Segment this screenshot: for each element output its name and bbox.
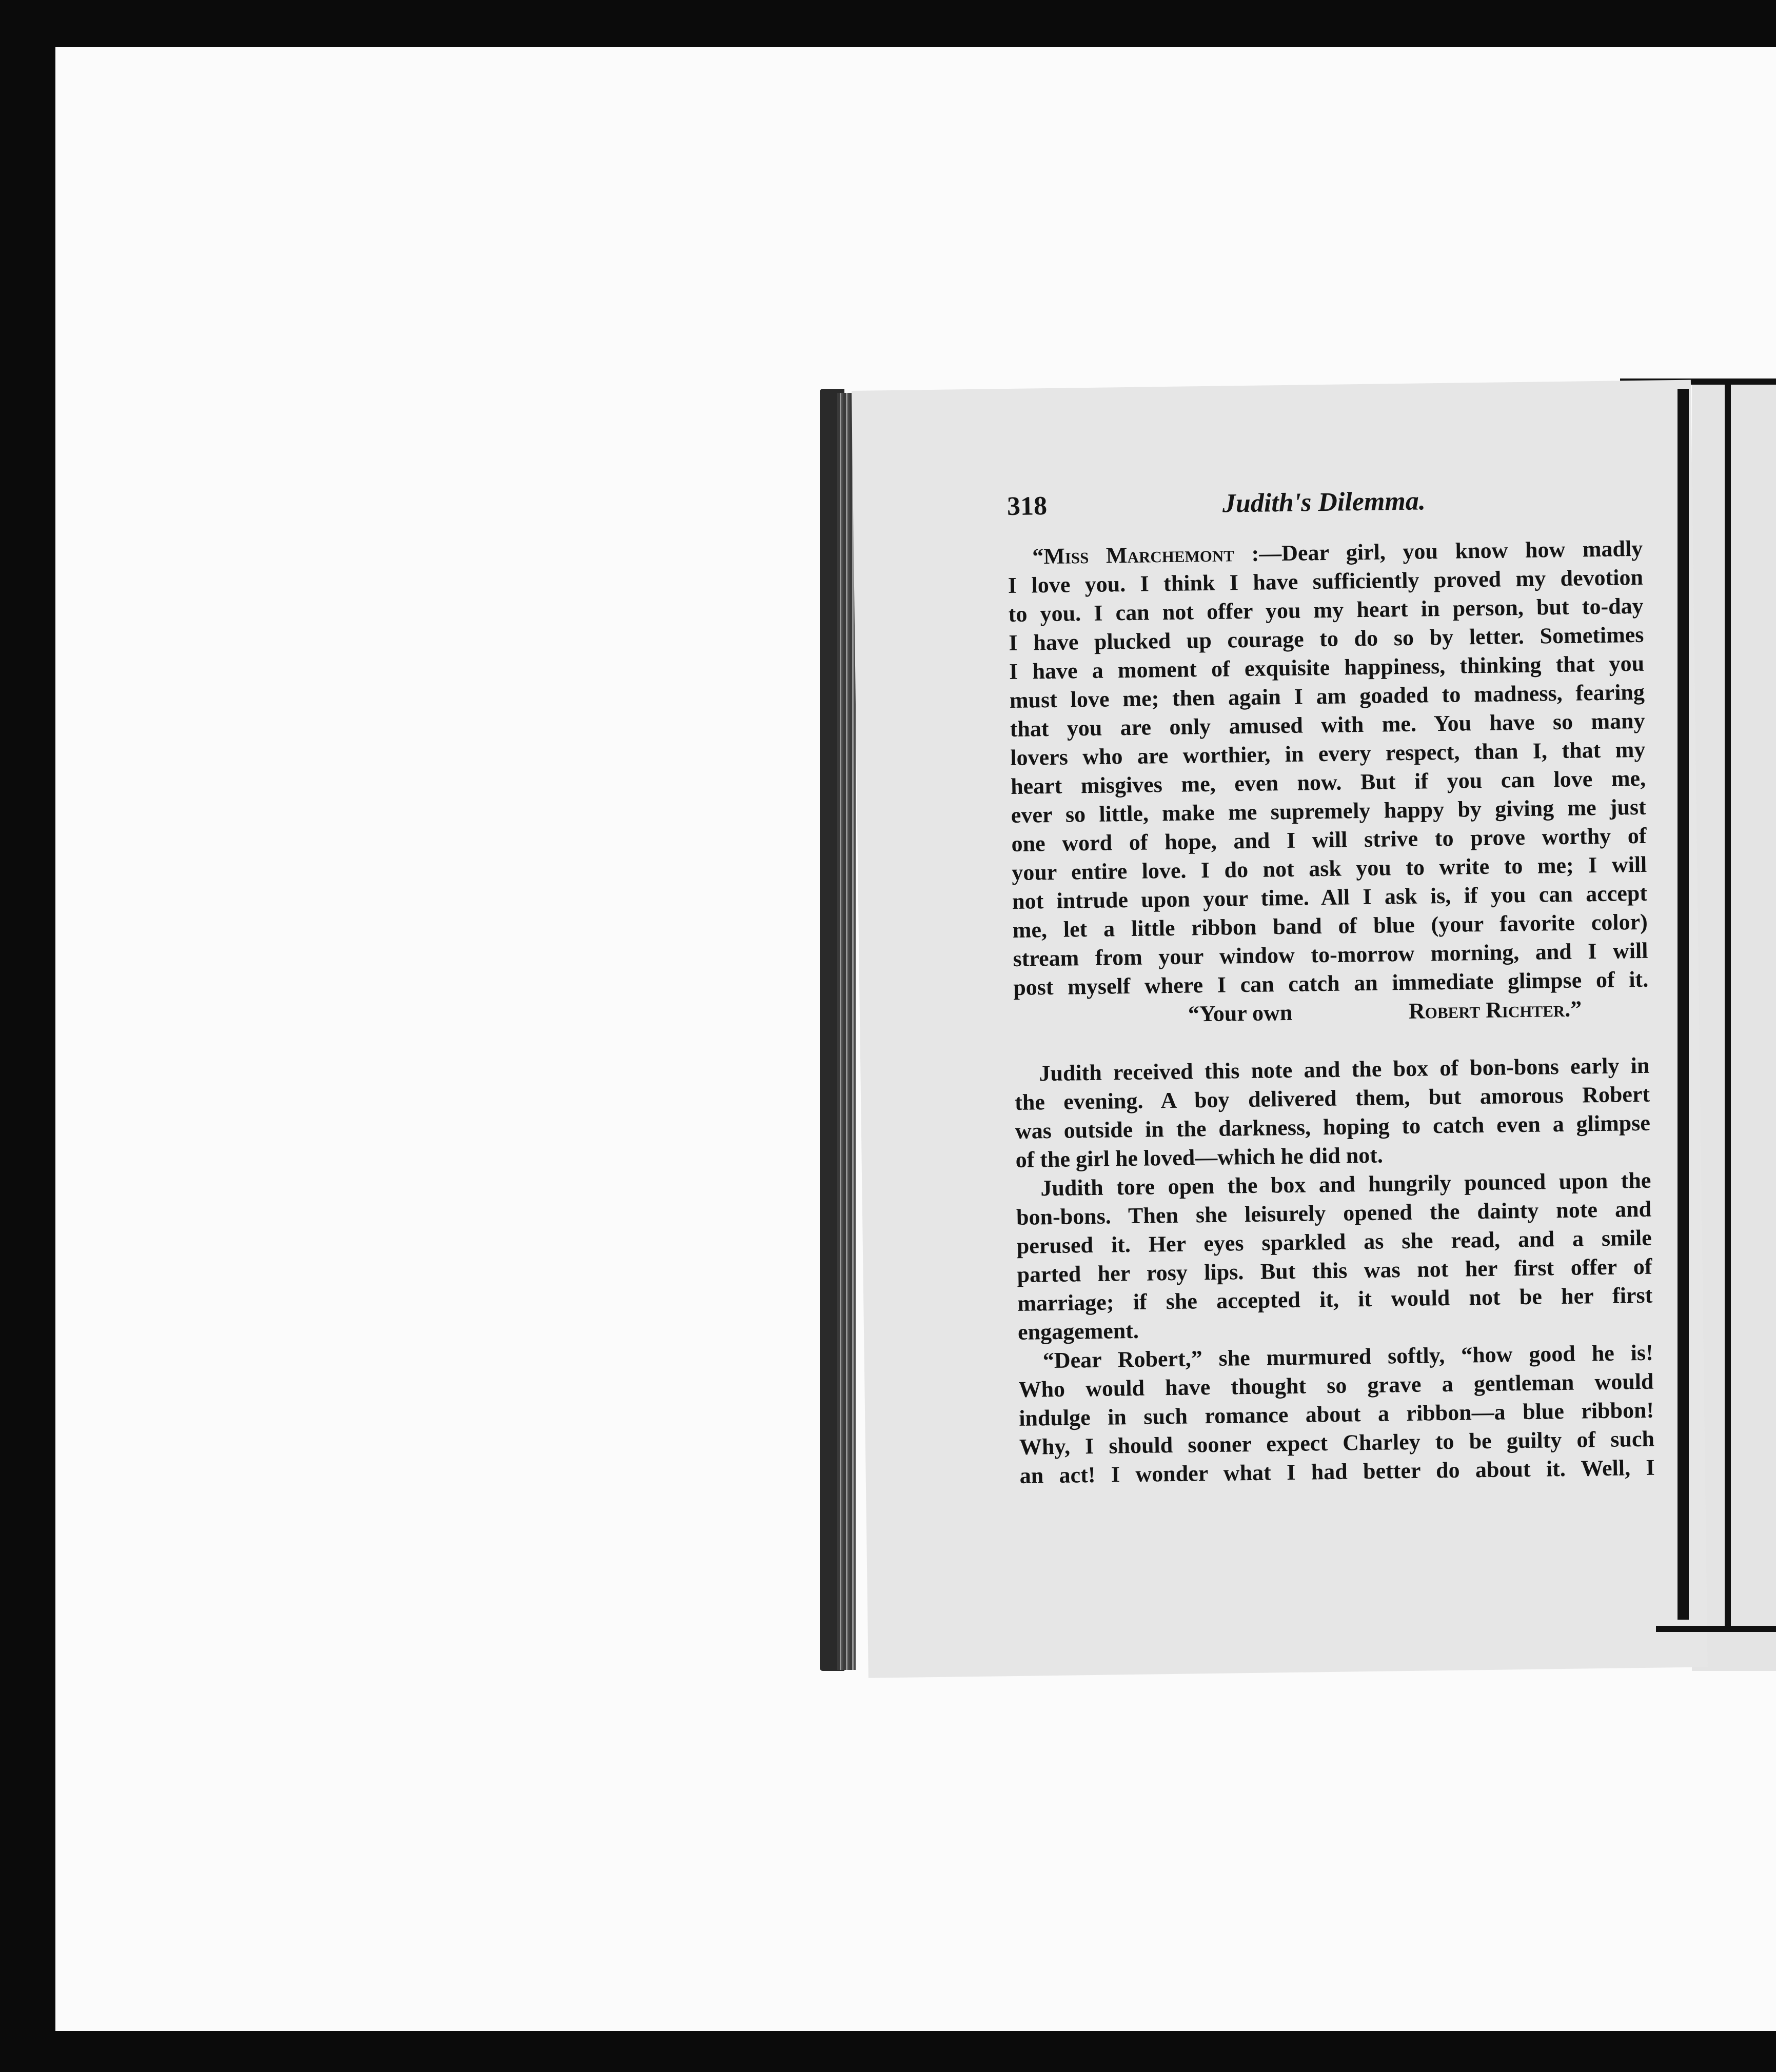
paragraph-line: Why, I should sooner expect Charley to be guilty of such: [1019, 1426, 1655, 1460]
letter-signature-name: Robert Richter.”: [1408, 996, 1582, 1024]
letter-line: one word of hope, and I will strive to prove worthy of: [1011, 823, 1647, 856]
page-edges: [837, 393, 856, 1670]
letter-line: heart misgives me, even now. But if you can love me,: [1010, 765, 1646, 800]
letter-line: that you are only amused with me. You have so many: [1010, 708, 1645, 742]
letter-line: stream from your window to-morrow morning, and I will: [1013, 938, 1648, 971]
cover-bottom-edge: [1656, 1626, 1776, 1632]
paragraph-line: parted her rosy lips. But this was not her first offer of: [1017, 1253, 1652, 1287]
letter-line: not intrude upon your time. All I ask is, if you can accept: [1012, 880, 1648, 914]
paragraph-line: perused it. Her eyes sparkled as she read, and a smile: [1016, 1225, 1652, 1259]
paragraph-last-line: of the girl he loved—which he did not.: [1015, 1142, 1384, 1172]
page-number: 318: [1007, 491, 1048, 522]
letter-line: your entire love. I do not ask you to write to me; I will: [1012, 851, 1647, 885]
paragraph-line: Judith tore open the box and hungrily pounced upon the: [1040, 1167, 1651, 1201]
paragraph-line: an act! I wonder what I had better do about it. Well, I: [1019, 1455, 1655, 1488]
book-page: [852, 380, 1708, 1678]
running-head: [1007, 483, 1649, 532]
paragraph-line: Who would have thought so grave a gentleman would: [1018, 1368, 1654, 1402]
letter-line: to you. I can not offer you my heart in person, but to-day: [1008, 593, 1644, 627]
paragraph-line: “Dear Robert,” she murmured softly, “how good he is!: [1042, 1340, 1654, 1373]
facing-cover-edge: [1725, 378, 1731, 1630]
book-gutter: [1678, 389, 1689, 1620]
paragraph-line: marriage; if she accepted it, it would not be her first: [1017, 1282, 1653, 1316]
letter-line: I love you. I think I have sufficiently proved my devotion: [1008, 564, 1644, 599]
letter-first-line-rest: :—Dear girl, you know how madly: [1251, 535, 1643, 566]
paragraph-line: was outside in the darkness, hoping to catch even a glimpse: [1015, 1110, 1651, 1144]
letter-first-line: “Miss Marchemont :—Dear girl, you know how madly: [1032, 535, 1643, 569]
letter-line: I have a moment of exquisite happiness, thinking that you: [1009, 650, 1645, 685]
open-book: [820, 378, 1776, 1679]
letter-line: must love me; then again I am goaded to madness, fearing: [1009, 679, 1645, 713]
paragraph-line: Judith received this note and the box of bon-bons early in: [1039, 1052, 1650, 1086]
letter-line: I have plucked up courage to do so by letter. Sometimes: [1009, 622, 1644, 656]
paragraph-last-line: engagement.: [1017, 1318, 1139, 1345]
letter-salutation: Miss Marchemont: [1043, 541, 1235, 569]
letter-line: lovers who are worthier, in every respect, than I, that my: [1010, 736, 1646, 771]
page-text: [1008, 534, 1655, 1490]
letter-line: ever so little, make me supremely happy by giving me just: [1011, 794, 1647, 828]
letter-line: post myself where I can catch an immediate glimpse of it.: [1013, 966, 1649, 1000]
paragraph-line: the evening. A boy delivered them, but amorous Robert: [1014, 1081, 1650, 1115]
letter-line: me, let a little ribbon band of blue (your favorite color): [1012, 909, 1648, 943]
letter-closing: “Your own: [1188, 1000, 1293, 1027]
paragraph-line: indulge in such romance about a ribbon—a blue ribbon!: [1018, 1397, 1654, 1431]
running-title: Judith's Dilemma.: [1222, 486, 1426, 519]
paragraph-line: bon-bons. Then she leisurely opened the dainty note and: [1016, 1196, 1652, 1230]
